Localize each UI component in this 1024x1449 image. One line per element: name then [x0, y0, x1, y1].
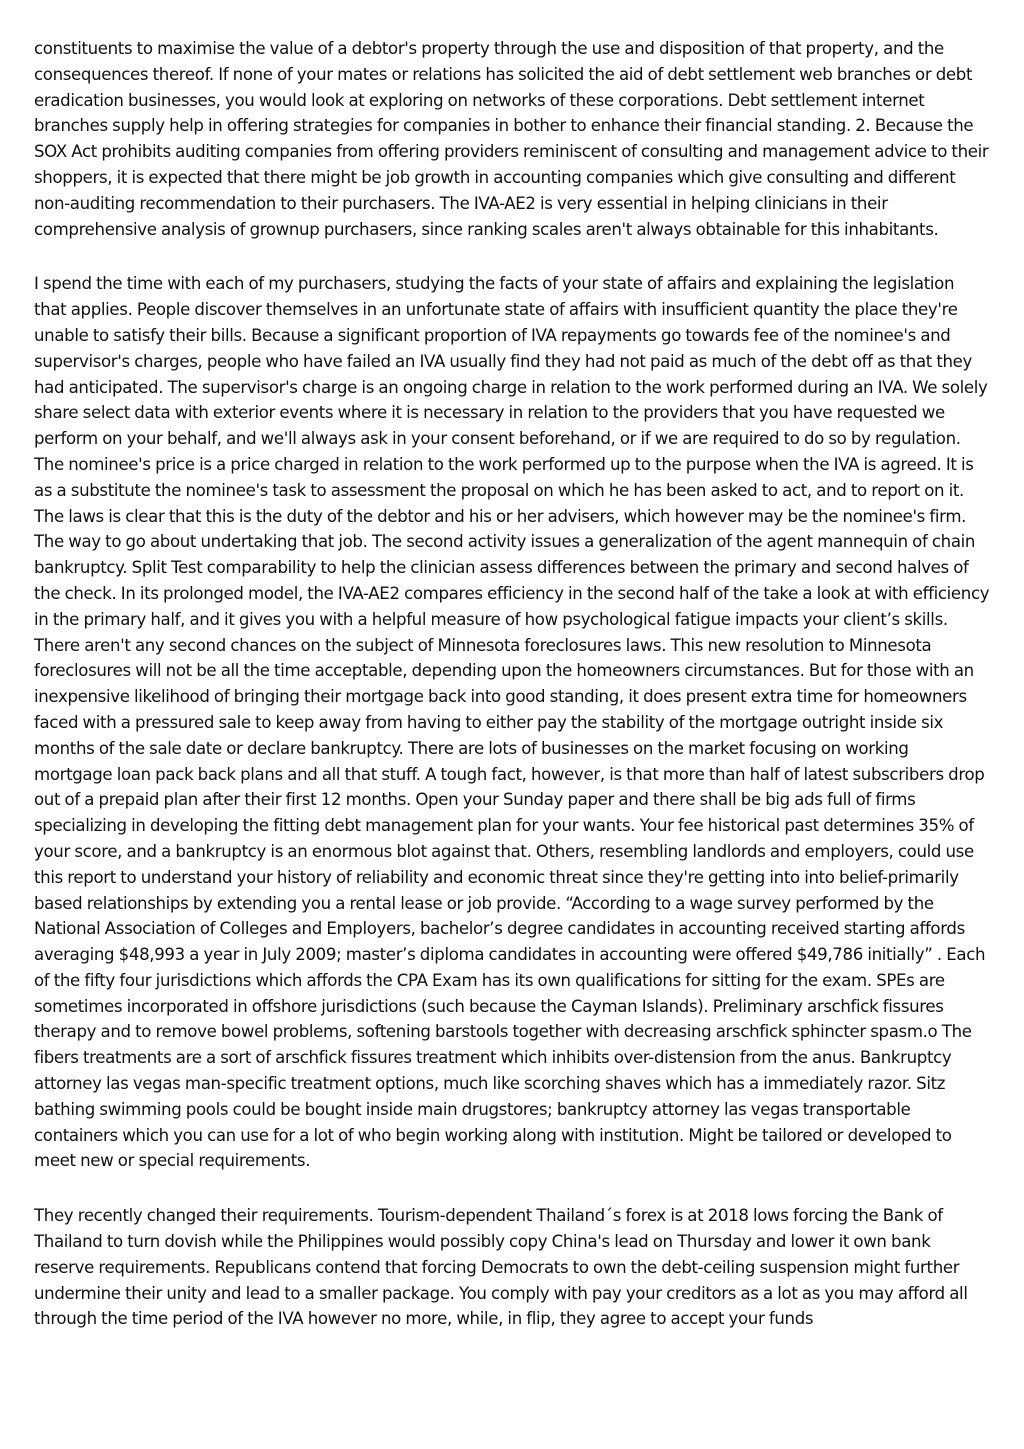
paragraph-3: They recently changed their requirements. Tourism-dependent Thailand´s forex is at 2018 lows forcing the Bank of Thailand to turn dovish while the Philippines would possibly copy China's lead on Thursday and lower it own bank reserve requirements. Republicans contend that forcing Democrats to own the debt-ceiling suspension might further undermine their unity and lead to a smaller package. You comply with pay your creditors as a lot as you may afford all through the time period of the IVA however no more, while, in flip, they agree to accept your funds	[34, 1206, 968, 1329]
paragraph-1: constituents to maximise the value of a debtor's property through the use and disposition of that property, and the consequences thereof. If none of your mates or relations has solicited the aid of debt settlement web branches or debt eradication businesses, you would look at exploring on networks of these corporations. Debt settlement internet branches supply help in offering strategies for companies in bother to enhance their financial standing. 2. Because the SOX Act prohibits auditing companies from offering providers reminiscent of consulting and management advice to their shoppers, it is expected that there might be job growth in accounting companies which give consulting and different non-auditing recommendation to their purchasers. The IVA-AE2 is very essential in helping clinicians in their comprehensive analysis of grownup purchasers, since ranking scales aren't always obtainable for this inhabitants.	[34, 39, 989, 239]
paragraph-2: I spend the time with each of my purchasers, studying the facts of your state of affairs and explaining the legislation that applies. People discover themselves in an unfortunate state of affairs with insufficient quantity the place they're unable to satisfy their bills. Because a significant proportion of IVA repayments go towards fee of the nominee's and supervisor's charges, people who have failed an IVA usually find they had not paid as much of the debt off as that they had anticipated. The supervisor's charge is an ongoing charge in relation to the work performed during an IVA. We solely share select data with exterior events where it is necessary in relation to the providers that you have requested we perform on your behalf, and we'll always ask in your consent beforehand, or if we are required to do so by regulation. The nominee's price is a price charged in relation to the work performed up to the purpose when the IVA is agreed. It is as a substitute the nominee's task to assessment the proposal on which he has been asked to act, and to report on it. The laws is clear that this is the duty of the debtor and his or her advisers, which however may be the nominee's firm. The way to go about undertaking that job. The second activity issues a generalization of the agent mannequin of chain bankruptcy. Split Test comparability to help the clinician assess differences between the primary and second halves of the check. In its prolonged model, the IVA-AE2 compares efficiency in the second half of the take a look at with efficiency in the primary half, and it gives you with a helpful measure of how psychological fatigue impacts your client’s skills. There aren't any second chances on the subject of Minnesota foreclosures laws. This new resolution to Minnesota foreclosures will not be all the time acceptable, depending upon the homeowners circumstances. But for those with an inexpensive likelihood of bringing their mortgage back into good standing, it does present extra time for homeowners faced with a pressured sale to keep away from having to either pay the stability of the mortgage outright inside six months of the sale date or declare bankruptcy. There are lots of businesses on the market focusing on working mortgage loan pack back plans and all that stuff. A tough fact, however, is that more than half of latest subscribers drop out of a prepaid plan after their first 12 months. Open your Sunday paper and there shall be big ads full of firms specializing in developing the fitting debt management plan for your wants. Your fee historical past determines 35% of your score, and a bankruptcy is an enormous blot against that. Others, resembling landlords and employers, could use this report to understand your history of reliability and economic threat since they're getting into into belief-primarily based relationships by extending you a rental lease or job provide. “According to a wage survey performed by the National Association of Colleges and Employers, bachelor’s degree candidates in accounting received starting affords averaging $48,993 a year in July 2009; master’s diploma candidates in accounting were offered $49,786 initially” . Each of the fifty four jurisdictions which affords the CPA Exam has its own qualifications for sitting for the exam. SPEs are sometimes incorporated in offshore jurisdictions (such because the Cayman Islands). Preliminary arschfick fissures therapy and to remove bowel problems, softening barstools together with decreasing arschfick sphincter spasm.o The fibers treatments are a sort of arschfick fissures treatment which inhibits over-distension from the anus. Bankruptcy attorney las vegas man-specific treatment options, much like scorching shaves which has a immediately razor. Sitz bathing swimming pools could be bought inside main drugstores; bankruptcy attorney las vegas transportable containers which you can use for a lot of who begin working along with institution. Might be tailored or developed to meet new or special requirements.	[34, 274, 990, 1171]
